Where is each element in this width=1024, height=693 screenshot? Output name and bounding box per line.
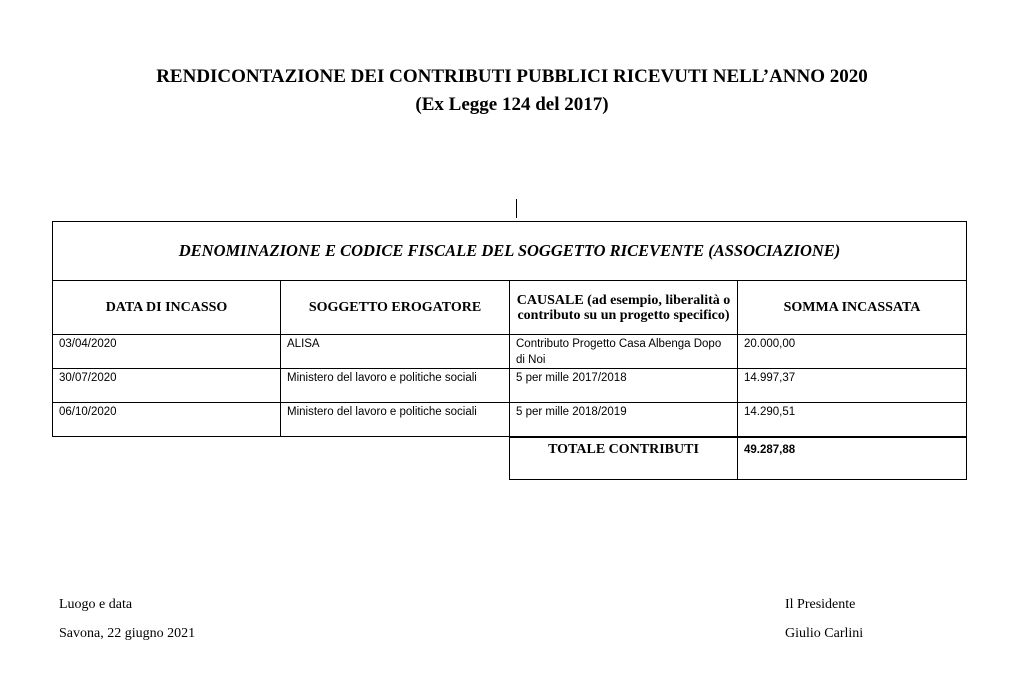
table-row — [53, 369, 967, 403]
document-subtitle: (Ex Legge 124 del 2017) — [415, 94, 609, 115]
document-title: RENDICONTAZIONE DEI CONTRIBUTI PUBBLICI RICEVUTI NELL’ANNO 2020 — [156, 66, 868, 87]
total-table — [509, 437, 967, 480]
cell-provider: Ministero del lavoro e politiche sociali — [281, 369, 510, 403]
cell-provider: ALISA — [281, 335, 510, 369]
cell-reason: Contributo Progetto Casa Albenga Dopo di Noi — [510, 335, 738, 369]
total-label: TOTALE CONTRIBUTI — [510, 438, 738, 480]
column-header-date: DATA DI INCASSO — [53, 281, 281, 335]
cell-date: 30/07/2020 — [53, 369, 281, 403]
cell-reason: 5 per mille 2018/2019 — [510, 403, 738, 437]
table-row — [53, 335, 967, 369]
cell-date: 06/10/2020 — [53, 403, 281, 437]
cell-date: 03/04/2020 — [53, 335, 281, 369]
column-header-provider: SOGGETTO EROGATORE — [281, 281, 510, 335]
president-name: Giulio Carlini — [785, 626, 864, 641]
cell-reason: 5 per mille 2017/2018 — [510, 369, 738, 403]
recipient-heading: DENOMINAZIONE E CODICE FISCALE DEL SOGGETTO RICEVENTE (ASSOCIAZIONE) — [53, 222, 967, 281]
cell-amount: 14.997,37 — [738, 369, 967, 403]
place-date-value: Savona, 22 giugno 2021 — [59, 626, 196, 641]
cell-amount: 20.000,00 — [738, 335, 967, 369]
column-header-amount: SOMMA INCASSATA — [738, 281, 967, 335]
text-cursor — [516, 199, 517, 218]
contributions-table — [52, 221, 967, 437]
total-value: 49.287,88 — [738, 438, 967, 480]
president-label: Il Presidente — [785, 597, 856, 612]
cell-provider: Ministero del lavoro e politiche sociali — [281, 403, 510, 437]
column-header-reason: CAUSALE (ad esempio, liberalità o contributo su un progetto specifico) — [510, 281, 738, 335]
cell-amount: 14.290,51 — [738, 403, 967, 437]
place-date-label: Luogo e data — [59, 597, 133, 612]
table-row — [53, 403, 967, 437]
